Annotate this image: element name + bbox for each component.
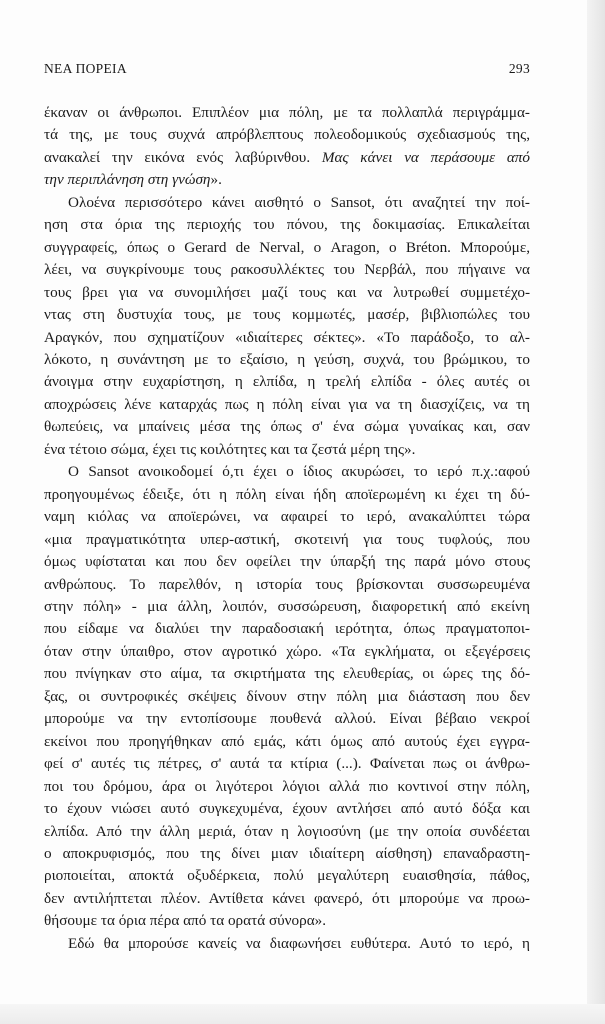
- text-line: όμως υφίσταται και που δεν οφείλει την ύπαρξή της παρά μόνο στους: [44, 553, 530, 571]
- text-line: θωπεύεις, να μπαίνεις μέσα της όπως σ' ένα σώμα γυναίκας και, σαν: [44, 418, 530, 436]
- text-line: συγγραφείς, όπως ο Gerard de Nerval, ο Aragon, ο Bréton. Μπορούμε,: [44, 238, 530, 256]
- paragraph-4: [44, 933, 530, 955]
- text-line: τους βρει για να συνομιλήσει μαζί τους και να λυτρωθεί συμμετέχο-: [44, 283, 530, 301]
- italic-run: Μας κάνει να περάσουμε από: [321, 148, 530, 166]
- text-run: ».: [210, 171, 222, 189]
- page-edge-shadow: [587, 0, 605, 1024]
- text-line: προηγουμένως έδειξε, ότι η πόλη είναι ήδη αποϊερωμένη κι έχει τη δύ-: [44, 485, 530, 503]
- text-line: όταν στην ύπαιθρο, στον αγροτικό χώρο. «Τα εγκλήματα, οι εξεγέρσεις: [44, 642, 530, 660]
- text-line: ξας, οι συντροφικές σκέψεις δίνουν στην πόλη μια διάσταση που δεν: [44, 687, 530, 705]
- text-line: ένα τέτοιο σώμα, έχει τις κοιλότητες και τα ζεστά μέρη της».: [44, 440, 416, 458]
- paragraph-2: [44, 192, 530, 461]
- text-line: Ο Sansot ανοικοδομεί ό,τι έχει ο ίδιος ακυρώσει, το ιερό π.χ.:αφού: [68, 463, 530, 481]
- text-line: Αραγκόν, που σχηματίζουν «ιδιαίτερες σέκτες». «Το παράδοξο, το αλ-: [44, 328, 530, 346]
- text-run: ανακαλεί την εικόνα ενός λαβύρινθου.: [44, 148, 322, 166]
- running-title: ΝΕΑ ΠΟΡΕΙΑ: [44, 61, 127, 76]
- text-line: δεν αντιλήπτεται πλέον. Αντίθετα κάνει φανερό, ότι μπορούμε να προω-: [44, 889, 530, 907]
- text-line: «μια πραγματικότητα υπερ-αστική, σκοτεινή για τους τυφλούς, που: [44, 530, 530, 548]
- text-line: θήσουμε τα όρια πέρα από τα ορατά σύνορα».: [44, 912, 327, 930]
- text-line: αποχρώσεις λένε καταρχάς πως η πόλη είναι για να τη διασχίζεις, να τη: [44, 395, 530, 413]
- text-line: το έχουν νιώσει αυτό συγκεχυμένα, έχουν αντλήσει από αυτό δόξα και: [44, 800, 530, 818]
- body-text: [44, 102, 530, 955]
- text-line: [44, 147, 530, 169]
- text-line: Εδώ θα μπορούσε κανείς να διαφωνήσει ευθύτερα. Αυτό το ιερό, η: [68, 934, 530, 952]
- text-line: ριοποιείται, αποκτά οξυδέρκεια, πολύ μεγαλύτερη ευαισθησία, πάθος,: [44, 867, 530, 885]
- text-line: λέει, να συγκρίνουμε τους ρακοσυλλέκτες του Νερβάλ, που πήγαινε να: [44, 261, 530, 279]
- paragraph-3: [44, 461, 530, 933]
- text-line: λόκοτο, η συνάντηση με το εξαίσιο, η γεύση, συχνά, του βρώμικου, το: [44, 350, 530, 368]
- text-line: Ολοένα περισσότερο κάνει αισθητό ο Sansot, ότι αναζητεί την ποί-: [68, 193, 530, 211]
- text-line: ποι του δρόμου, άρα οι λιγότεροι λόγιοι αλλά πιο κοντινοί στην πόλη,: [44, 777, 530, 795]
- text-line: εκείνοι που προηγήθηκαν από εμάς, κάτι όμως από αυτούς έχει εγγρα-: [44, 732, 530, 750]
- page-bottom-shadow: [0, 1004, 605, 1024]
- text-line: ανθρώπους. Το παρελθόν, η ιστορία τους βρίσκονται συσσωρευμένα: [44, 575, 530, 593]
- text-line: που είδαμε να διαλύει την παραδοσιακή ιερότητα, όπως πραγματοποι-: [44, 620, 530, 638]
- text-line: άνοιγμα στην ευχαρίστηση, η ελπίδα, η τρελή ελπίδα - όλες αυτές οι: [44, 373, 530, 391]
- text-line: ελπίδα. Από την άλλη μεριά, όταν η λογιοσύνη (με την οποία συνδέεται: [44, 822, 530, 840]
- text-line: στην πόλη» - μια άλλη, λοιπόν, συσσώρευση, διαφορετική από εκείνη: [44, 597, 530, 615]
- paragraph-1: [44, 102, 530, 192]
- text-line: έκαναν οι άνθρωποι. Επιπλέον μια πόλη, με τα πολλαπλά περιγράμμα-: [44, 104, 530, 121]
- page-number: 293: [508, 61, 530, 76]
- text-line: ντας στη δυστυχία τους, με τους κομμωτές, μασέρ, βιβλιοπώλες του: [44, 306, 530, 324]
- text-line: ο αποκρυφισμός, που της δίνει μιαν ιδιαίτερη αίσθηση) επαναδραστη-: [44, 844, 530, 862]
- text-line: μπορούμε να την εντοπίσουμε πουθενά αλλού. Είναι βέβαιο νεκροί: [44, 710, 530, 728]
- text-line: [44, 169, 530, 191]
- text-line: ναμη κιόλας να αποϊερώνει, να αφαιρεί το ιερό, ανακαλύπτει τώρα: [44, 508, 530, 526]
- text-line: φεί σ' αυτές τις πέτρες, σ' αυτά τα κτίρια (...). Φαίνεται πως οι άνθρω-: [44, 755, 530, 773]
- italic-run: την περιπλάνηση στη γνώση: [44, 171, 211, 189]
- running-header: [44, 61, 530, 77]
- text-line: ηση στα όρια της περιοχής του πόνου, της δοκιμασίας. Επικαλείται: [44, 216, 530, 234]
- text-line: που πνίγηκαν στο αίμα, τα σκιρτήματα της ελευθερίας, οι ώρες της δό-: [44, 665, 530, 683]
- text-line: τά της, με τους συχνά απρόβλεπτους πολεοδομικούς σχεδιασμούς της,: [44, 126, 530, 144]
